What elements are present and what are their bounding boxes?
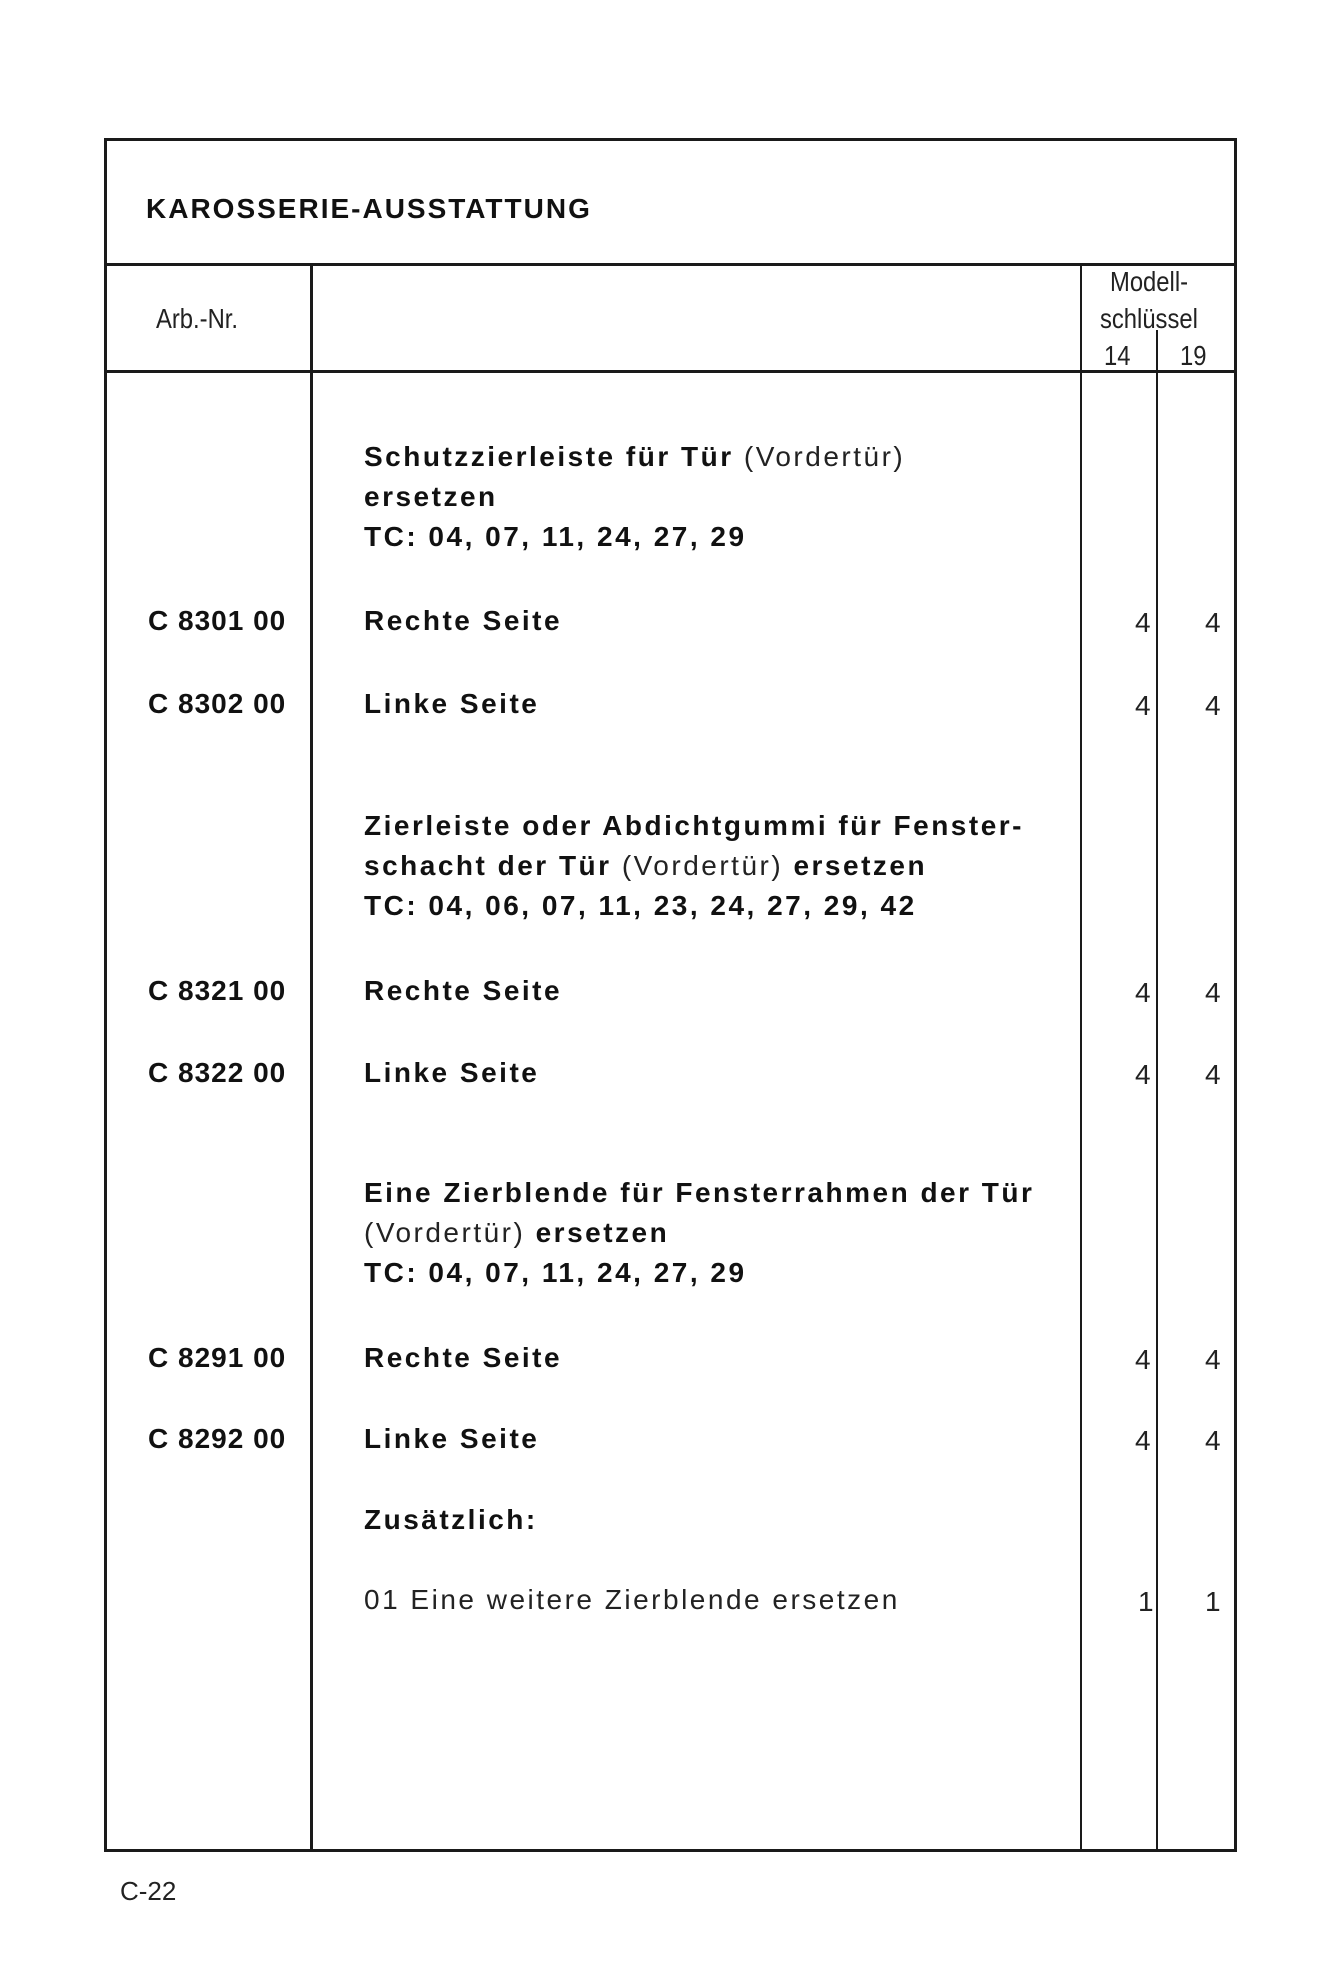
- row-label: Rechte Seite: [364, 1342, 563, 1373]
- row-label: Linke Seite: [364, 1057, 540, 1088]
- value-model-19: 4: [1205, 1425, 1221, 1456]
- additional-item: 01 Eine weitere Zierblende ersetzen: [364, 1584, 900, 1615]
- value-model-19: 4: [1205, 1059, 1221, 1090]
- row-label: Rechte Seite: [364, 605, 563, 636]
- value-model-14: 4: [1135, 1059, 1151, 1090]
- frame-left-line: [104, 138, 107, 1852]
- arbnr-column-line: [310, 263, 313, 1852]
- value-model-19: 4: [1205, 977, 1221, 1008]
- model-key-header-line2: schlüssel: [1100, 303, 1198, 334]
- arb-number: C 8302 00: [148, 688, 287, 719]
- value-model-19: 4: [1205, 607, 1221, 638]
- row-label: Linke Seite: [364, 1423, 540, 1454]
- arb-number: C 8301 00: [148, 605, 287, 636]
- value-model-14: 4: [1135, 977, 1151, 1008]
- group-heading: Schutzzierleiste für Tür (Vordertür) ersetzen TC: 04, 07, 11, 24, 27, 29: [364, 437, 1064, 557]
- row-label: Rechte Seite: [364, 975, 563, 1006]
- frame-top-line: [104, 138, 1237, 141]
- value-model-14: 1: [1138, 1586, 1154, 1617]
- group-heading: Zierleiste oder Abdichtgummi für Fenster- schacht der Tür (Vordertür) ersetzen TC: 04, 06, 07, 11, 23, 24, 27, 29, 42: [364, 806, 1064, 926]
- arb-number: C 8291 00: [148, 1342, 287, 1373]
- header-divider-line: [104, 370, 1237, 373]
- page-title: KAROSSERIE-AUSSTATTUNG: [146, 193, 592, 224]
- tc-codes: TC: 04, 07, 11, 24, 27, 29: [364, 1257, 747, 1288]
- frame-right-line: [1234, 138, 1237, 1852]
- title-divider-line: [104, 263, 1237, 266]
- arb-number: C 8322 00: [148, 1057, 287, 1088]
- value-model-19: 1: [1205, 1586, 1221, 1617]
- value-model-19: 4: [1205, 690, 1221, 721]
- frame-bottom-line: [104, 1849, 1237, 1852]
- model-14-header: 14: [1104, 340, 1131, 371]
- model-19-header: 19: [1180, 340, 1207, 371]
- value-model-14: 4: [1135, 690, 1151, 721]
- arb-number: C 8321 00: [148, 975, 287, 1006]
- additional-label: Zusätzlich:: [364, 1504, 538, 1535]
- value-model-14: 4: [1135, 1425, 1151, 1456]
- model-key-header-line1: Modell-: [1110, 266, 1189, 297]
- arb-number: C 8292 00: [148, 1423, 287, 1454]
- page-number: C-22: [120, 1876, 177, 1906]
- model-split-line: [1156, 330, 1158, 1852]
- value-model-14: 4: [1135, 607, 1151, 638]
- tc-codes: TC: 04, 07, 11, 24, 27, 29: [364, 521, 747, 552]
- value-model-14: 4: [1135, 1344, 1151, 1375]
- row-label: Linke Seite: [364, 688, 540, 719]
- tc-codes: TC: 04, 06, 07, 11, 23, 24, 27, 29, 42: [364, 890, 917, 921]
- group-heading: Eine Zierblende für Fensterrahmen der Tür (Vordertür) ersetzen TC: 04, 07, 11, 24, 27, 29: [364, 1173, 1064, 1293]
- model-column-line: [1080, 263, 1082, 1852]
- arbnr-header: Arb.-Nr.: [156, 303, 238, 334]
- value-model-19: 4: [1205, 1344, 1221, 1375]
